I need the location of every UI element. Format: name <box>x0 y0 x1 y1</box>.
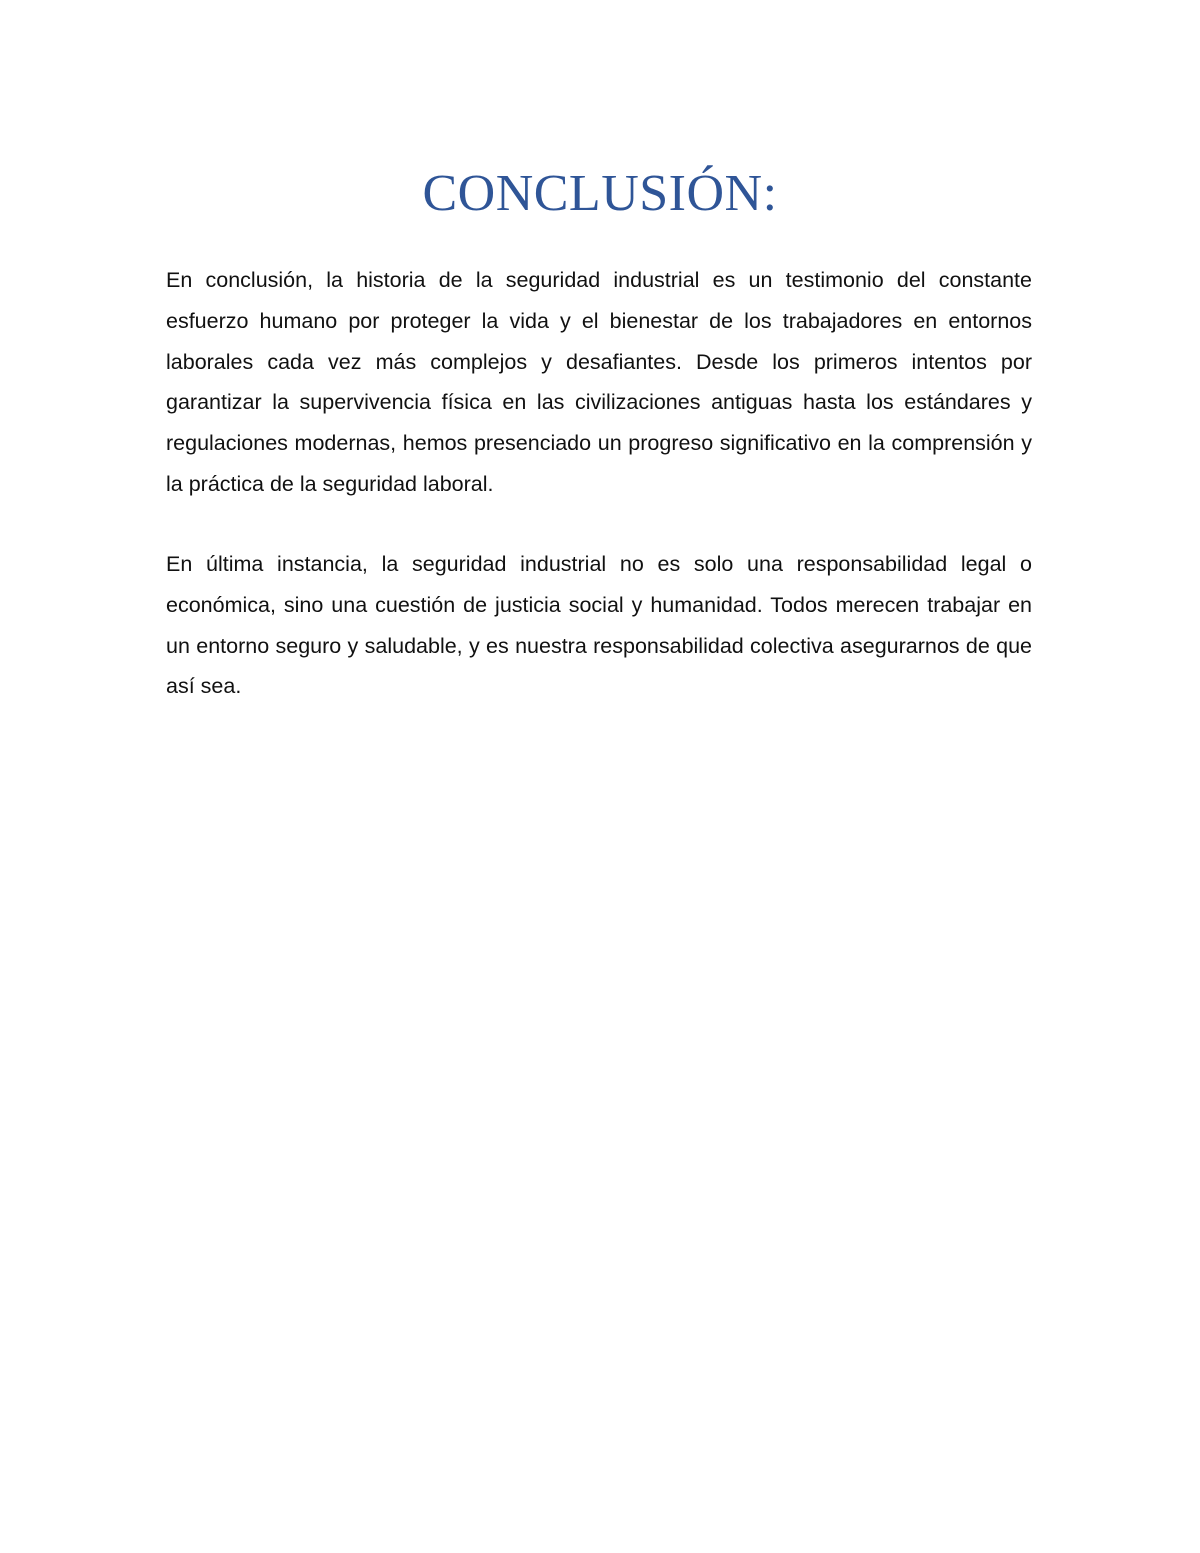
page-title: CONCLUSIÓN: <box>422 165 778 222</box>
paragraph-1: En conclusión, la historia de la seguridad industrial es un testimonio del constante esfuerzo humano por proteger la vida y el bienestar de los trabajadores en entornos laborales cada vez más complejos y desafiantes. Desde los primeros intentos por garantizar la supervivencia física en las civilizaciones antiguas hasta los estándares y regulaciones modernas, hemos presenciado un progreso significativo en la comprensión y la práctica de la seguridad laboral. <box>166 268 1032 496</box>
paragraph-2: En última instancia, la seguridad industrial no es solo una responsabilidad legal o económica, sino una cuestión de justicia social y humanidad. Todos merecen trabajar en un entorno seguro y saludable, y es nuestra responsabilidad colectiva asegurarnos de que así sea. <box>166 552 1032 699</box>
